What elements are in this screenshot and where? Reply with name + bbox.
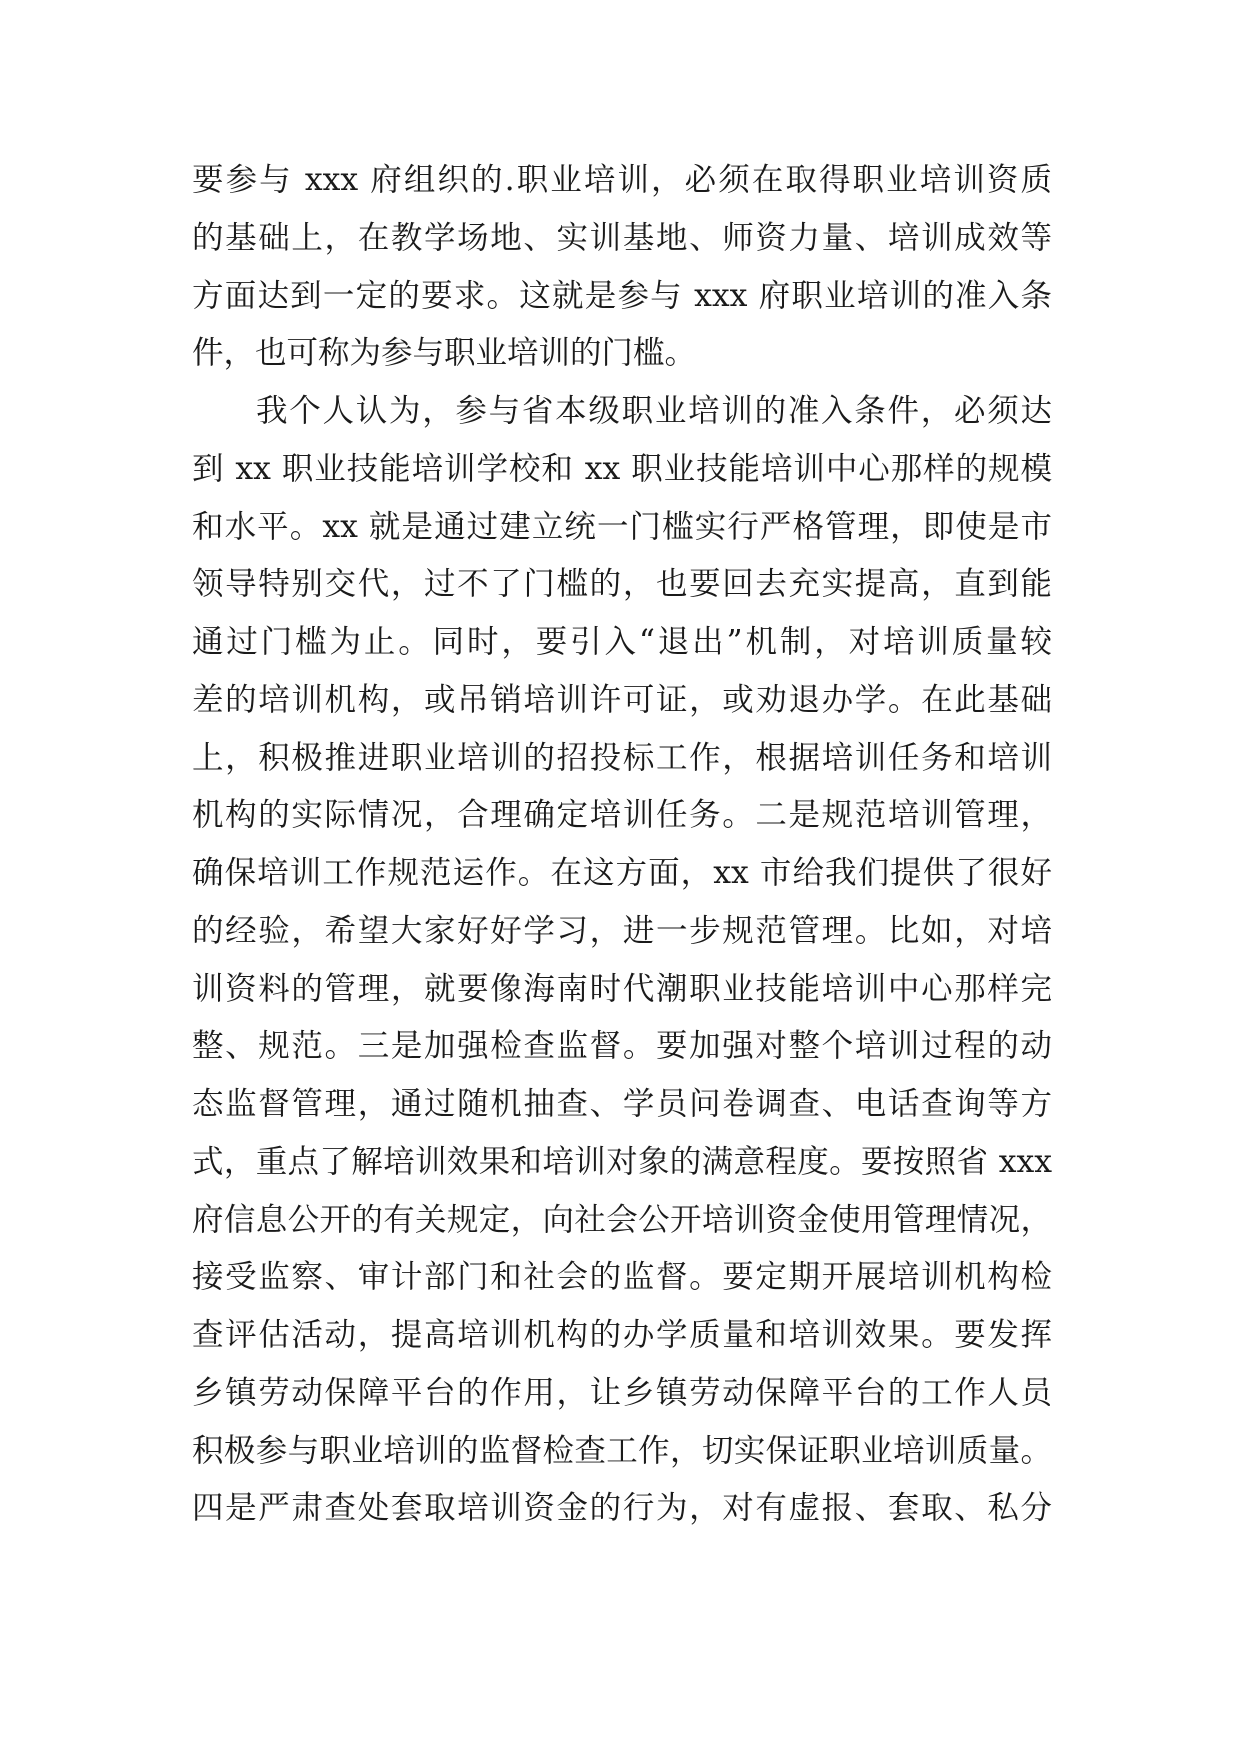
text-line: 上，积极推进职业培训的招投标工作，根据培训任务和培训 (192, 739, 1052, 776)
text-line: 态监督管理，通过随机抽查、学员问卷调查、电话查询等方 (192, 1086, 1052, 1122)
text-line: 要参与 xxx 府组织的.职业培训，必须在取得职业培训资质 (192, 162, 1052, 198)
text-line: 方面达到一定的要求。这就是参与 xxx 府职业培训的准入条 (192, 277, 1052, 314)
paragraph-2 (192, 383, 1052, 1538)
text-line: 整、规范。三是加强检查监督。要加强对整个培训过程的动 (192, 1028, 1052, 1065)
text-line: 我个人认为，参与省本级职业培训的准入条件，必须达 (256, 393, 1052, 429)
text-line: 领导特别交代，过不了门槛的，也要回去充实提高，直到能 (192, 566, 1052, 603)
text-line: 府信息公开的有关规定，向社会公开培训资金使用管理情况， (192, 1201, 1052, 1238)
text-line: 件，也可称为参与职业培训的门槛。 (192, 335, 697, 372)
text-line: 机构的实际情况，合理确定培训任务。二是规范培训管理， (192, 797, 1052, 834)
text-line: 查评估活动，提高培训机构的办学质量和培训效果。要发挥 (192, 1317, 1052, 1353)
text-line: 差的培训机构，或吊销培训许可证，或劝退办学。在此基础 (192, 681, 1052, 718)
text-line: 通过门槛为止。同时，要引入“退出”机制，对培训质量较 (192, 624, 1052, 660)
text-line: 积极参与职业培训的监督检查工作，切实保证职业培训质量。 (192, 1432, 1052, 1469)
text-line: 的经验，希望大家好好学习，进一步规范管理。比如，对培 (192, 912, 1052, 949)
text-line: 和水平。xx 就是通过建立统一门槛实行严格管理，即使是市 (192, 508, 1052, 545)
text-line: 乡镇劳动保障平台的作用，让乡镇劳动保障平台的工作人员 (192, 1374, 1052, 1411)
text-line: 四是严肃查处套取培训资金的行为，对有虚报、套取、私分 (192, 1490, 1052, 1527)
text-line: 接受监察、审计部门和社会的监督。要定期开展培训机构检 (192, 1259, 1052, 1296)
text-line: 确保培训工作规范运作。在这方面，xx 市给我们提供了很好 (192, 855, 1052, 891)
text-line: 的基础上，在教学场地、实训基地、师资力量、培训成效等 (192, 219, 1052, 256)
text-line: 到 xx 职业技能培训学校和 xx 职业技能培训中心那样的规模 (192, 450, 1052, 487)
document-body (192, 152, 1052, 1538)
text-line: 式，重点了解培训效果和培训对象的满意程度。要按照省 xxx (192, 1143, 1052, 1180)
paragraph-1 (192, 152, 1052, 383)
text-line: 训资料的管理，就要像海南时代潮职业技能培训中心那样完 (192, 970, 1052, 1007)
